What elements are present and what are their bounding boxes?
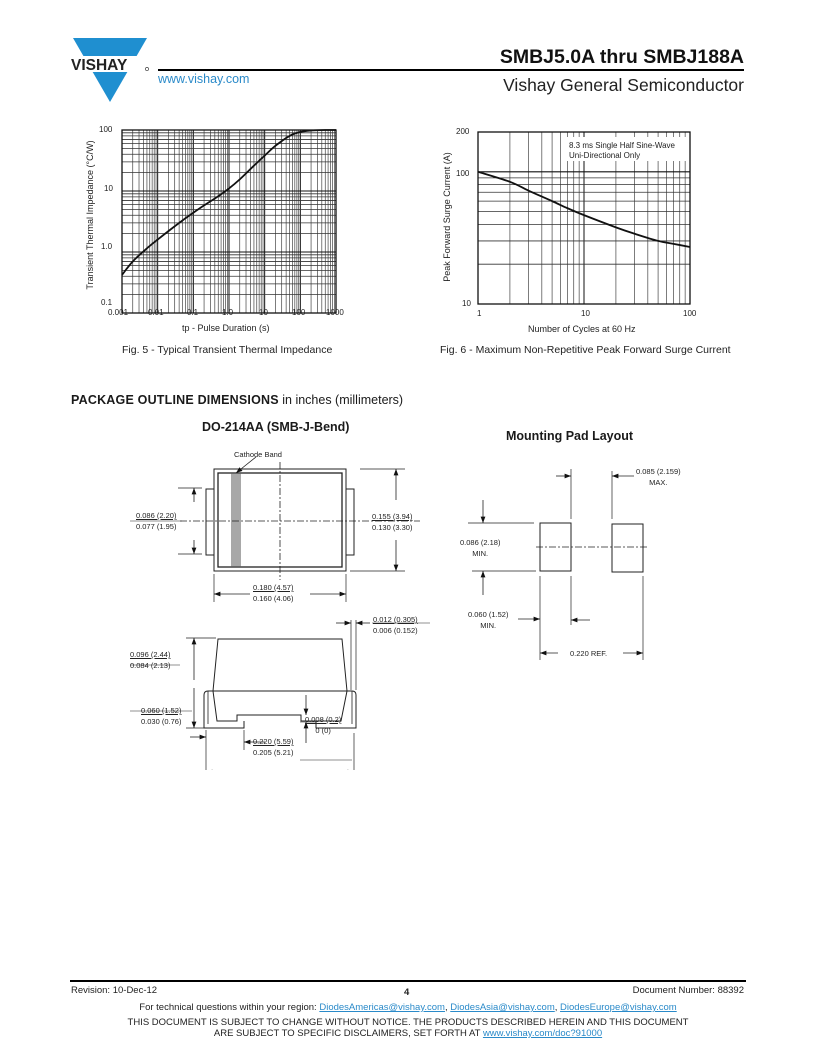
dim-standoff xyxy=(305,714,341,736)
separator: , xyxy=(554,1002,561,1013)
fig5-ytick: 100 xyxy=(99,125,113,134)
dim-max: 0.220 (5.59) xyxy=(253,737,294,746)
dim-min: 0.205 (5.21) xyxy=(253,748,294,757)
email-europe-link[interactable]: DiodesEurope@vishay.com xyxy=(560,1002,677,1013)
fig5-ytick: 1.0 xyxy=(101,242,113,251)
fig5-ytick: 10 xyxy=(104,184,113,193)
section-heading-bold: PACKAGE OUTLINE DIMENSIONS xyxy=(71,393,279,407)
pad-ref-dim: 0.220 REF. xyxy=(570,649,608,658)
pad-right xyxy=(612,524,643,572)
dim-note: MIN. xyxy=(480,621,497,630)
dim-min: 0 (0) xyxy=(315,726,331,735)
dim-max: 0.012 (0.305) xyxy=(373,615,418,624)
fig6-ytick: 200 xyxy=(456,127,470,136)
dim-max: 0.180 (4.57) xyxy=(253,583,294,592)
fig5-caption: Fig. 5 - Typical Transient Thermal Impedance xyxy=(122,344,333,356)
brand-text: VISHAY xyxy=(71,57,128,74)
dim-lead-thickness xyxy=(373,614,418,636)
questions-prefix: For technical questions within your region: xyxy=(139,1002,320,1013)
disclaimer-link[interactable]: www.vishay.com/doc?91000 xyxy=(482,1028,603,1039)
vishay-logo-icon xyxy=(70,38,150,102)
fig5-xtick: 10 xyxy=(259,308,268,317)
dim-max: 0.008 (0.2) xyxy=(305,715,342,724)
fig5-ytick: 0.1 xyxy=(101,298,113,307)
vishay-logo xyxy=(70,38,150,102)
doc-subtitle: Vishay General Semiconductor xyxy=(503,75,744,95)
dim-lead-length xyxy=(141,705,181,727)
fig6-xtick: 10 xyxy=(581,309,590,318)
pad-layout-title: Mounting Pad Layout xyxy=(506,429,634,443)
fig5-xtick: 0.01 xyxy=(148,308,164,317)
fig6-ytick: 100 xyxy=(456,169,470,178)
dim-body-height xyxy=(136,510,176,532)
dim-note: MIN. xyxy=(472,549,489,558)
pad-height-dim xyxy=(460,537,500,559)
fig6-ylabel: Peak Forward Surge Current (A) xyxy=(442,152,452,282)
fig5-xtick: 0.1 xyxy=(187,308,199,317)
fig6-annotation: Uni-Directional Only xyxy=(569,151,641,160)
section-heading xyxy=(71,393,403,407)
fig5-xtick: 1000 xyxy=(326,308,344,317)
dim-profile-height xyxy=(130,649,170,671)
dim-min: 0.130 (3.30) xyxy=(372,523,413,532)
dim-min: 0.006 (0.152) xyxy=(373,626,418,635)
dim-max: 0.086 (2.20) xyxy=(136,511,177,520)
revision: Revision: 10-Dec-12 xyxy=(71,985,158,996)
dim-min: 0.084 (2.13) xyxy=(130,661,171,670)
cathode-band-label: Cathode Band xyxy=(234,450,282,459)
dim-max: 0.060 (1.52) xyxy=(141,706,182,715)
dim-max: 0.155 (3.94) xyxy=(372,512,413,521)
dim-value: 0.085 (2.159) xyxy=(636,467,681,476)
fig5-xlabel: tp - Pulse Duration (s) xyxy=(182,323,270,333)
package-title: DO-214AA (SMB-J-Bend) xyxy=(202,420,350,434)
dim-max: 0.096 (2.44) xyxy=(130,650,171,659)
disclaimer-line-1: THIS DOCUMENT IS SUBJECT TO CHANGE WITHOUT NOTICE. THE PRODUCTS DESCRIBED HEREIN AND THIS DOCUMENT xyxy=(127,1017,689,1028)
fig5-ylabel: Transient Thermal Impedance (°C/W) xyxy=(85,140,95,290)
fig5-chart xyxy=(70,120,360,335)
header-rule xyxy=(158,69,744,71)
technical-questions xyxy=(0,1002,816,1013)
doc-title: SMBJ5.0A thru SMBJ188A xyxy=(499,46,744,68)
email-asia-link[interactable]: DiodesAsia@vishay.com xyxy=(450,1002,555,1013)
fig5-xtick: 100 xyxy=(292,308,306,317)
dim-overall-length xyxy=(253,736,293,758)
fig6-caption: Fig. 6 - Maximum Non-Repetitive Peak Forward Surge Current xyxy=(440,344,731,356)
document-number: Document Number: 88392 xyxy=(632,985,744,996)
page-number: 4 xyxy=(404,987,410,998)
disclaimer-text: ARE SUBJECT TO SPECIFIC DISCLAIMERS, SET FORTH AT xyxy=(213,1028,483,1039)
fig6-ytick: 10 xyxy=(462,299,471,308)
dim-value: 0.060 (1.52) xyxy=(468,610,509,619)
fig6-annotation: 8.3 ms Single Half Sine-Wave xyxy=(569,141,675,150)
cathode-band xyxy=(231,474,241,567)
pad-gap-dim xyxy=(468,609,508,631)
dim-note: MAX. xyxy=(649,478,668,487)
dim-body-length xyxy=(253,582,293,604)
dim-total-height xyxy=(372,511,412,533)
fig6-xtick: 100 xyxy=(683,309,697,318)
dim-min: 0.077 (1.95) xyxy=(136,522,177,531)
fig6-xlabel: Number of Cycles at 60 Hz xyxy=(528,324,636,334)
separator: , xyxy=(444,1002,451,1013)
email-americas-link[interactable]: DiodesAmericas@vishay.com xyxy=(319,1002,445,1013)
pad-width-dim xyxy=(636,466,681,488)
dim-min: 0.030 (0.76) xyxy=(141,717,182,726)
fig5-xtick: 0.001 xyxy=(108,308,129,317)
fig5-xtick: 1.0 xyxy=(222,308,234,317)
website-link[interactable]: www.vishay.com xyxy=(158,72,250,86)
dim-min: 0.160 (4.06) xyxy=(253,594,294,603)
dim-value: 0.086 (2.18) xyxy=(460,538,501,547)
footer-rule xyxy=(70,980,746,982)
fig6-xtick: 1 xyxy=(477,309,482,318)
mounting-pad-drawing xyxy=(450,455,700,675)
section-heading-units: in inches (millimeters) xyxy=(278,393,404,407)
disclaimer-line-2 xyxy=(0,1028,816,1039)
